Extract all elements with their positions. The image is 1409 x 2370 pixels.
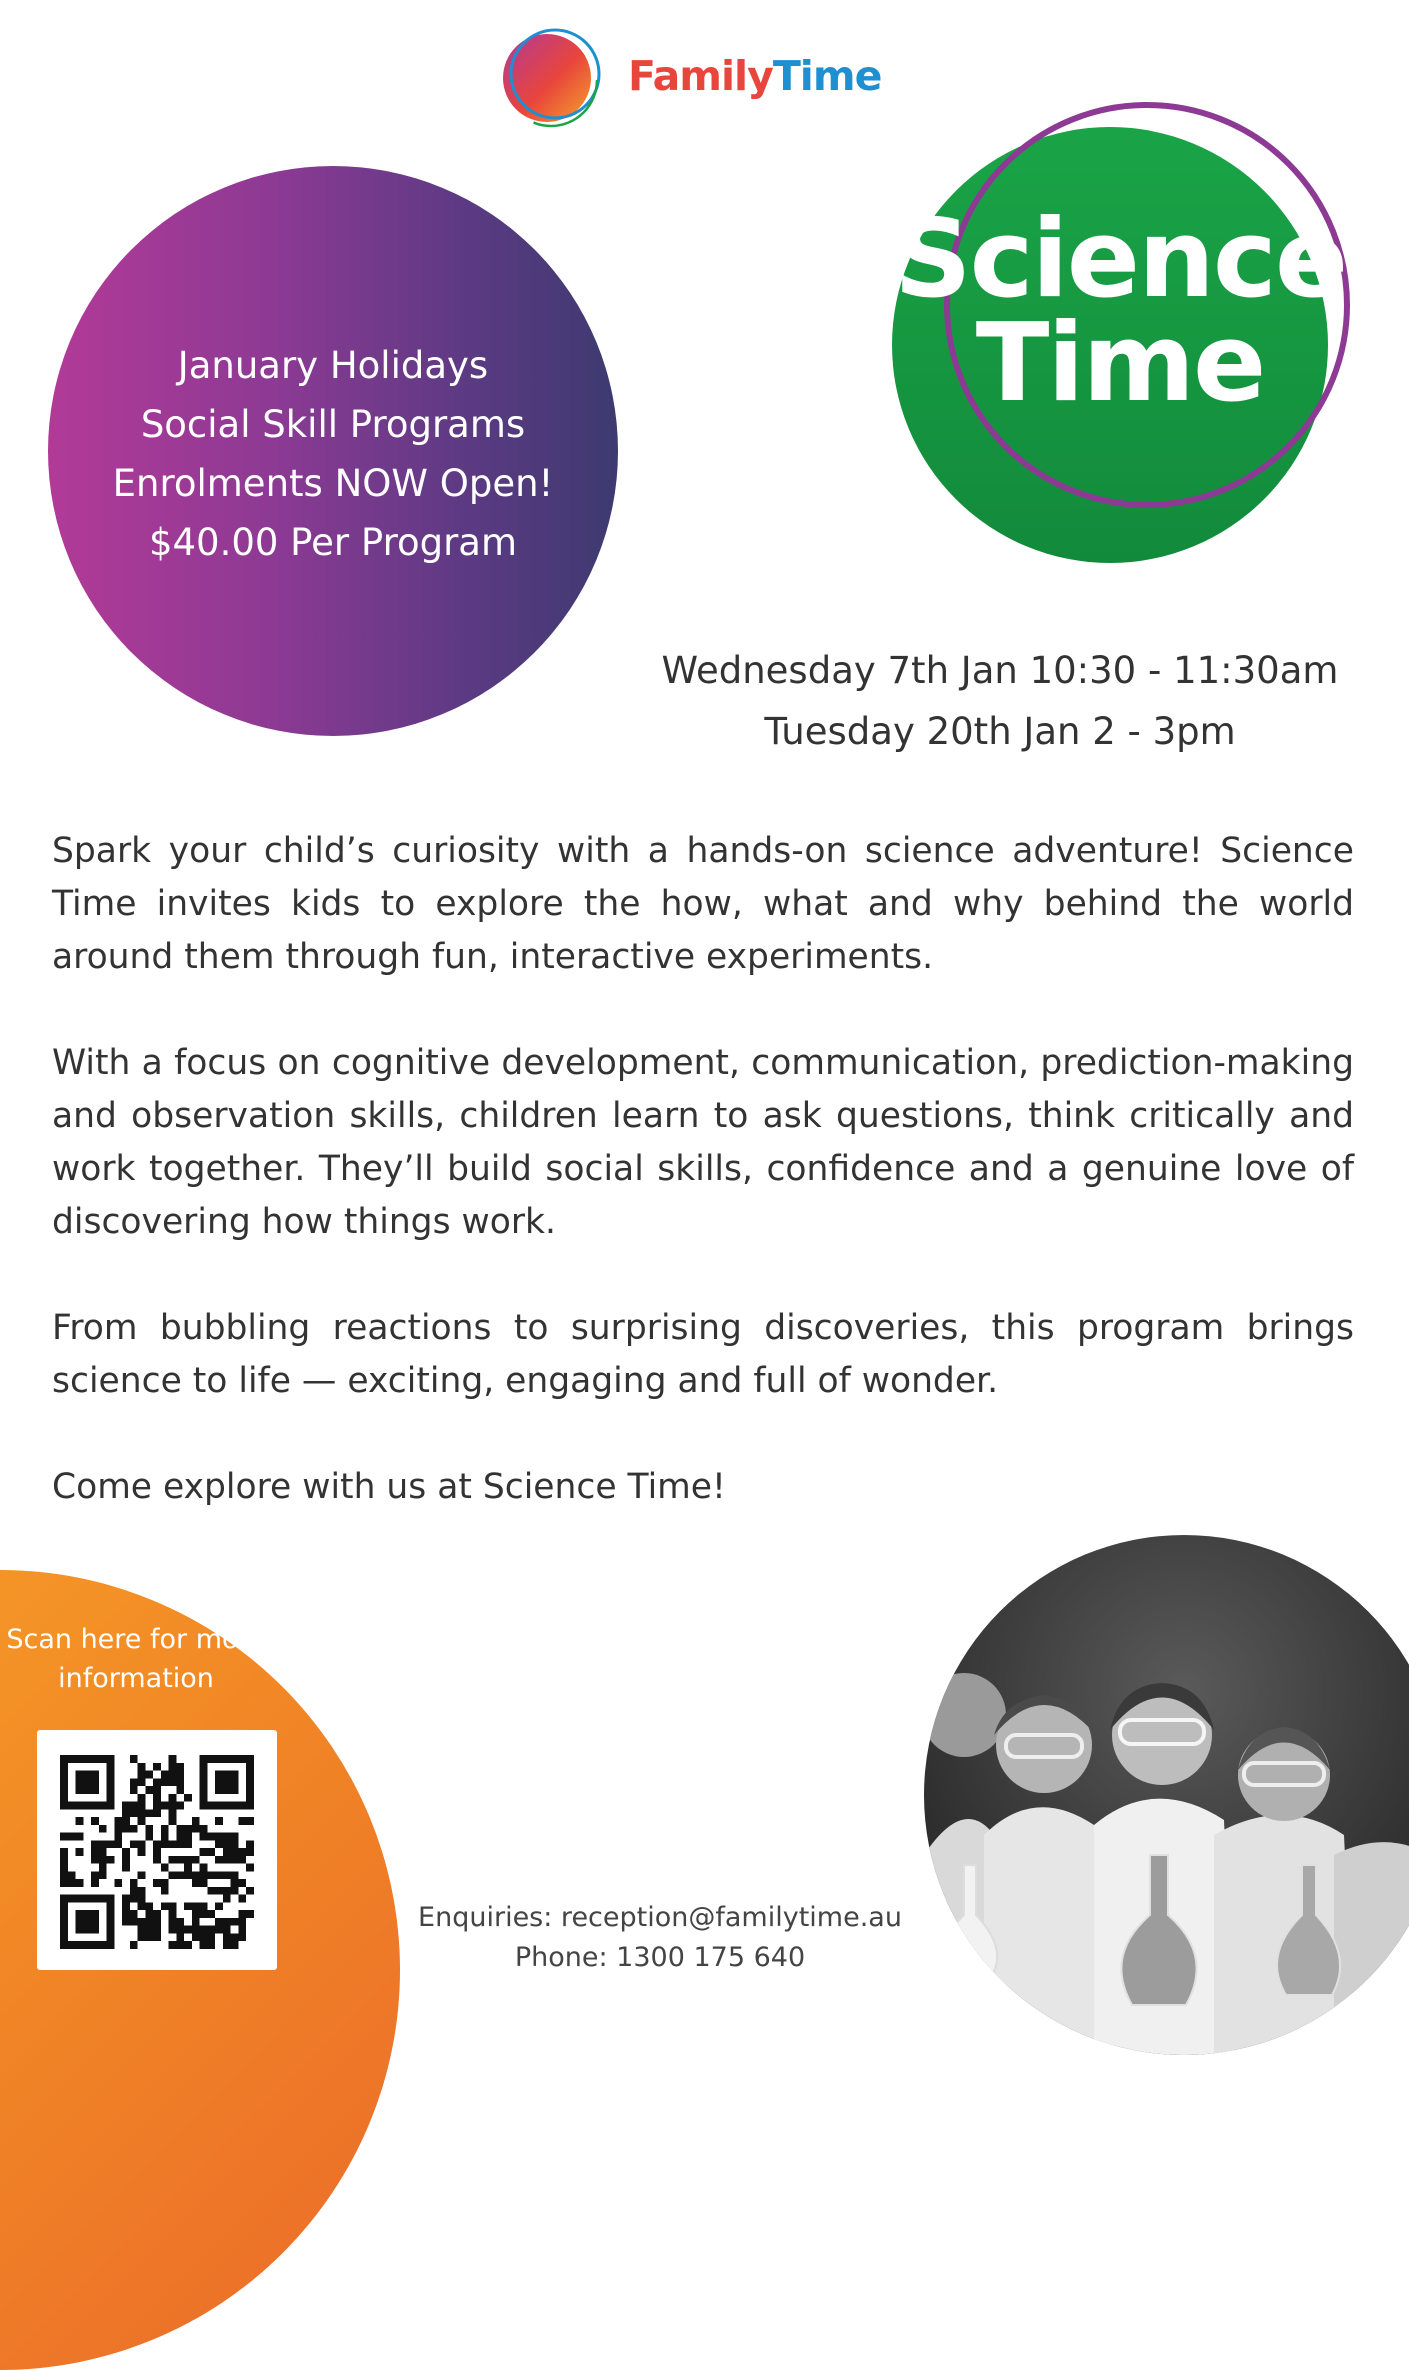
enquiries-email[interactable]: Enquiries: reception@familytime.au xyxy=(418,1902,902,1933)
scan-caption xyxy=(0,1620,272,1698)
logo-wordmark xyxy=(628,52,881,100)
scan-line: information xyxy=(58,1663,214,1694)
logo-word-time: Time xyxy=(772,52,882,100)
session-date: Tuesday 20th Jan 2 - 3pm xyxy=(764,710,1236,753)
paragraph: From bubbling reactions to surprising discoveries, this program brings science to life — exciting, engaging and full of wonder. xyxy=(52,1308,1354,1401)
badge-line-time: Time xyxy=(975,301,1265,426)
promo-line: $40.00 Per Program xyxy=(148,521,518,564)
paragraph: With a focus on cognitive development, communication, prediction-making and observation skills, children learn to ask questions, think critically and work together. They’ll build social skills, confidence and a genuine love of discovering how things work. xyxy=(52,1043,1354,1242)
phone-number[interactable]: Phone: 1300 175 640 xyxy=(514,1942,806,1973)
promo-line: Enrolments NOW Open! xyxy=(112,462,554,505)
promo-line: Social Skill Programs xyxy=(140,403,526,446)
children-scientists-photo xyxy=(924,1535,1409,2055)
session-dates xyxy=(640,640,1360,762)
scan-line: Scan here for more xyxy=(6,1624,266,1655)
qr-code-icon[interactable] xyxy=(60,1755,254,1949)
badge-title xyxy=(880,197,1360,426)
promo-text xyxy=(48,336,618,572)
paragraph: Spark your child’s curiosity with a hands-on science adventure! Science Time invites kids to explore the how, what and why behind the world around them through fun, interactive experiments. xyxy=(52,831,1354,977)
promo-line: January Holidays xyxy=(177,344,489,387)
paragraph: Come explore with us at Science Time! xyxy=(52,1467,726,1507)
badge-line-science: Science xyxy=(893,197,1347,322)
program-description xyxy=(52,825,1354,1514)
session-date: Wednesday 7th Jan 10:30 - 11:30am xyxy=(661,649,1339,692)
contact-info xyxy=(380,1898,940,1978)
logo-word-family: Family xyxy=(628,52,773,100)
